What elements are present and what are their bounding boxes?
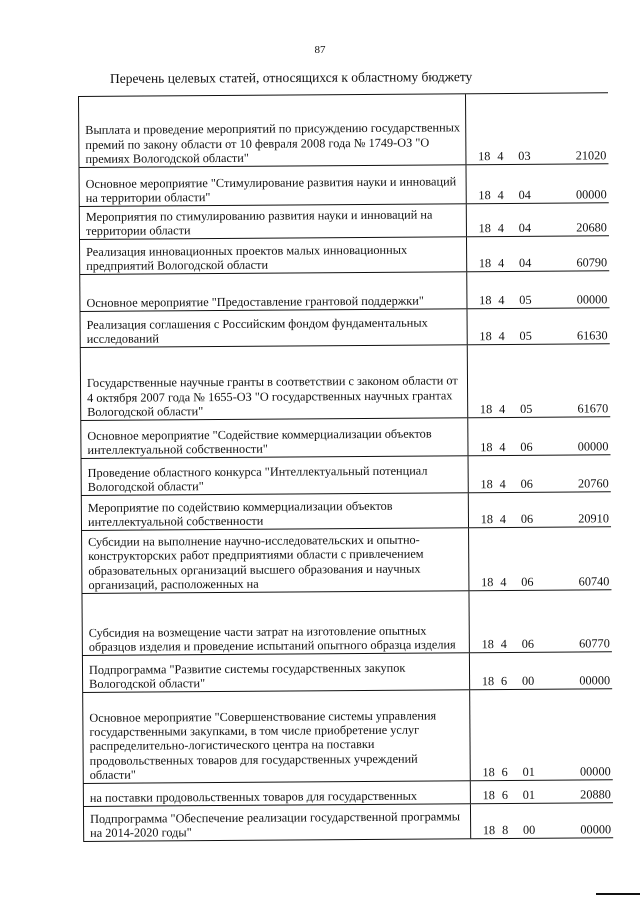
code-program: 18 [478, 255, 492, 271]
table-row [78, 163, 608, 206]
row-name: Проведение областного конкурса "Интеллектуальный потенциал Вологодской области" [81, 456, 469, 495]
code-program: 18 [482, 764, 495, 779]
code-activity: 06 [520, 511, 534, 526]
row-code [471, 803, 613, 838]
code-direction: 61630 [576, 328, 608, 343]
code-program: 18 [480, 439, 493, 454]
code-program: 18 [479, 401, 493, 416]
row-code [467, 236, 609, 271]
code-subprogram: 4 [498, 255, 505, 270]
code-subprogram: 6 [500, 673, 508, 688]
row-name: Субсидия на возмещение части затрат на изготовление опытных образцов изделия и проведение испытаний опытного образца изделия [81, 591, 469, 655]
code-direction: 60740 [578, 574, 610, 589]
row-name: Основное мероприятие "Стимулирование развития науки и инноваций на территории области" [79, 165, 467, 206]
code-activity: 06 [520, 439, 533, 454]
code-program: 18 [478, 187, 491, 203]
row-name: Основное мероприятие "Предоставление грантовой поддержки" [79, 272, 467, 311]
row-code [471, 780, 613, 803]
table-row [82, 651, 612, 692]
code-program: 18 [482, 822, 496, 837]
row-code [470, 689, 613, 780]
table-row [81, 491, 611, 530]
table-row [83, 779, 613, 806]
row-name: Подпрограмма "Обеспечение реализации государственной программы на 2014-2020 годы" [83, 804, 471, 841]
table-row [81, 454, 611, 495]
code-direction: 20880 [580, 787, 611, 802]
table-row [80, 343, 610, 420]
table-row [83, 802, 613, 842]
table-row [79, 202, 609, 239]
code-activity: 01 [522, 764, 535, 779]
code-program: 18 [479, 292, 492, 308]
code-activity: 06 [521, 636, 535, 651]
row-code [469, 492, 611, 527]
code-subprogram: 4 [497, 220, 505, 235]
row-code [468, 344, 610, 417]
code-subprogram: 4 [498, 292, 505, 307]
table-row [81, 526, 611, 593]
table-row [82, 688, 613, 783]
code-subprogram: 4 [498, 328, 505, 343]
table-row [80, 307, 610, 347]
code-subprogram: 4 [499, 476, 506, 491]
row-name: Выплата и проведение мероприятий по присуждению государственных премий по закону области от 10 февраля 2008 года № 1749-ОЗ "О премиях Вологодской области" [78, 94, 466, 167]
row-name: Основное мероприятие "Содействие коммерциализации объектов интеллектуальной собственности" [80, 418, 468, 458]
code-program: 18 [478, 220, 491, 236]
code-activity: 01 [522, 787, 536, 802]
code-subprogram: 4 [499, 439, 506, 454]
row-code [469, 527, 611, 590]
row-name: Мероприятие по содействию коммерциализации объектов интеллектуальной собственности [81, 493, 469, 530]
table-row [80, 416, 610, 458]
code-subprogram: 4 [500, 574, 507, 589]
code-direction: 60790 [576, 255, 608, 270]
code-program: 18 [481, 636, 494, 651]
row-code [470, 652, 612, 689]
code-subprogram: 6 [501, 764, 508, 779]
code-activity: 00 [521, 673, 535, 688]
row-code [469, 455, 611, 492]
code-activity: 06 [521, 574, 534, 589]
page-number: 87 [314, 44, 326, 56]
code-activity: 04 [518, 187, 531, 202]
table-row [78, 92, 608, 167]
code-subprogram: 4 [497, 148, 504, 163]
row-name: Реализация инновационных проектов малых инновационных предприятий Вологодской области [79, 237, 467, 274]
code-direction: 00000 [577, 439, 609, 454]
code-program: 18 [482, 787, 495, 802]
code-program: 18 [481, 574, 494, 589]
code-direction: 60770 [579, 636, 610, 651]
budget-articles-table [78, 92, 613, 842]
code-activity: 04 [518, 255, 532, 270]
row-name: Основное мероприятие "Совершенствование системы управления государственными закупками, в том числе приобретение услуг распределительно-логистического центра на поставки продовольственных товаров для государственных учреждений области" [82, 690, 471, 783]
code-subprogram: 4 [499, 401, 506, 416]
code-activity: 03 [518, 148, 531, 163]
row-name: Субсидии на выполнение научно-исследовательских и опытно-конструкторских работ предприятиями области с привлечением образовательных организаций высшего образования и научных организаций, расположенных на [81, 528, 469, 593]
code-direction: 00000 [580, 822, 612, 837]
row-name: Подпрограмма "Развитие системы государственных закупок Вологодской области" [82, 653, 470, 692]
code-direction: 20760 [577, 476, 609, 491]
code-activity: 05 [519, 328, 532, 343]
row-name: Мероприятия по стимулированию развития науки и инноваций на территории области [79, 204, 467, 239]
row-code [466, 93, 608, 164]
code-activity: 06 [520, 476, 533, 491]
code-program: 18 [480, 476, 493, 491]
code-direction: 20680 [576, 220, 607, 235]
table-row [79, 235, 609, 274]
code-direction: 20910 [578, 511, 610, 526]
code-program: 18 [480, 511, 494, 526]
code-direction: 21020 [575, 148, 607, 163]
row-code [468, 417, 610, 455]
code-subprogram: 4 [499, 511, 507, 526]
code-subprogram: 6 [501, 787, 509, 802]
code-activity: 00 [522, 822, 536, 837]
row-name: Государственные научные гранты в соответствии с законом области от 4 октября 2007 года № 1655-ОЗ "О государственных научных грантах Вологодской области" [80, 345, 468, 420]
code-direction: 00000 [579, 764, 611, 779]
code-direction: 00000 [575, 187, 607, 202]
row-code [467, 308, 609, 344]
code-activity: 05 [519, 292, 532, 307]
table-row [81, 589, 611, 655]
row-code [469, 590, 611, 652]
row-name: Реализация соглашения с Российским фондом фундаментальных исследований [80, 309, 468, 347]
code-subprogram: 4 [500, 636, 507, 651]
row-name: на поставки продовольственных товаров для государственных [83, 781, 471, 806]
code-activity: 05 [519, 401, 533, 416]
footer-rule [596, 893, 640, 895]
code-subprogram: 8 [502, 822, 509, 837]
row-code [467, 203, 609, 236]
page-title: Перечень целевых статей, относящихся к областному бюджету [109, 69, 473, 86]
code-program: 18 [478, 148, 491, 164]
code-activity: 04 [518, 220, 532, 235]
code-subprogram: 4 [497, 187, 504, 202]
code-direction: 61670 [577, 401, 609, 416]
code-direction: 00000 [579, 673, 611, 688]
row-code [467, 271, 609, 308]
code-program: 18 [479, 328, 492, 344]
code-program: 18 [481, 673, 495, 688]
row-code [466, 164, 608, 203]
code-direction: 00000 [576, 292, 608, 307]
table-row [79, 270, 609, 311]
